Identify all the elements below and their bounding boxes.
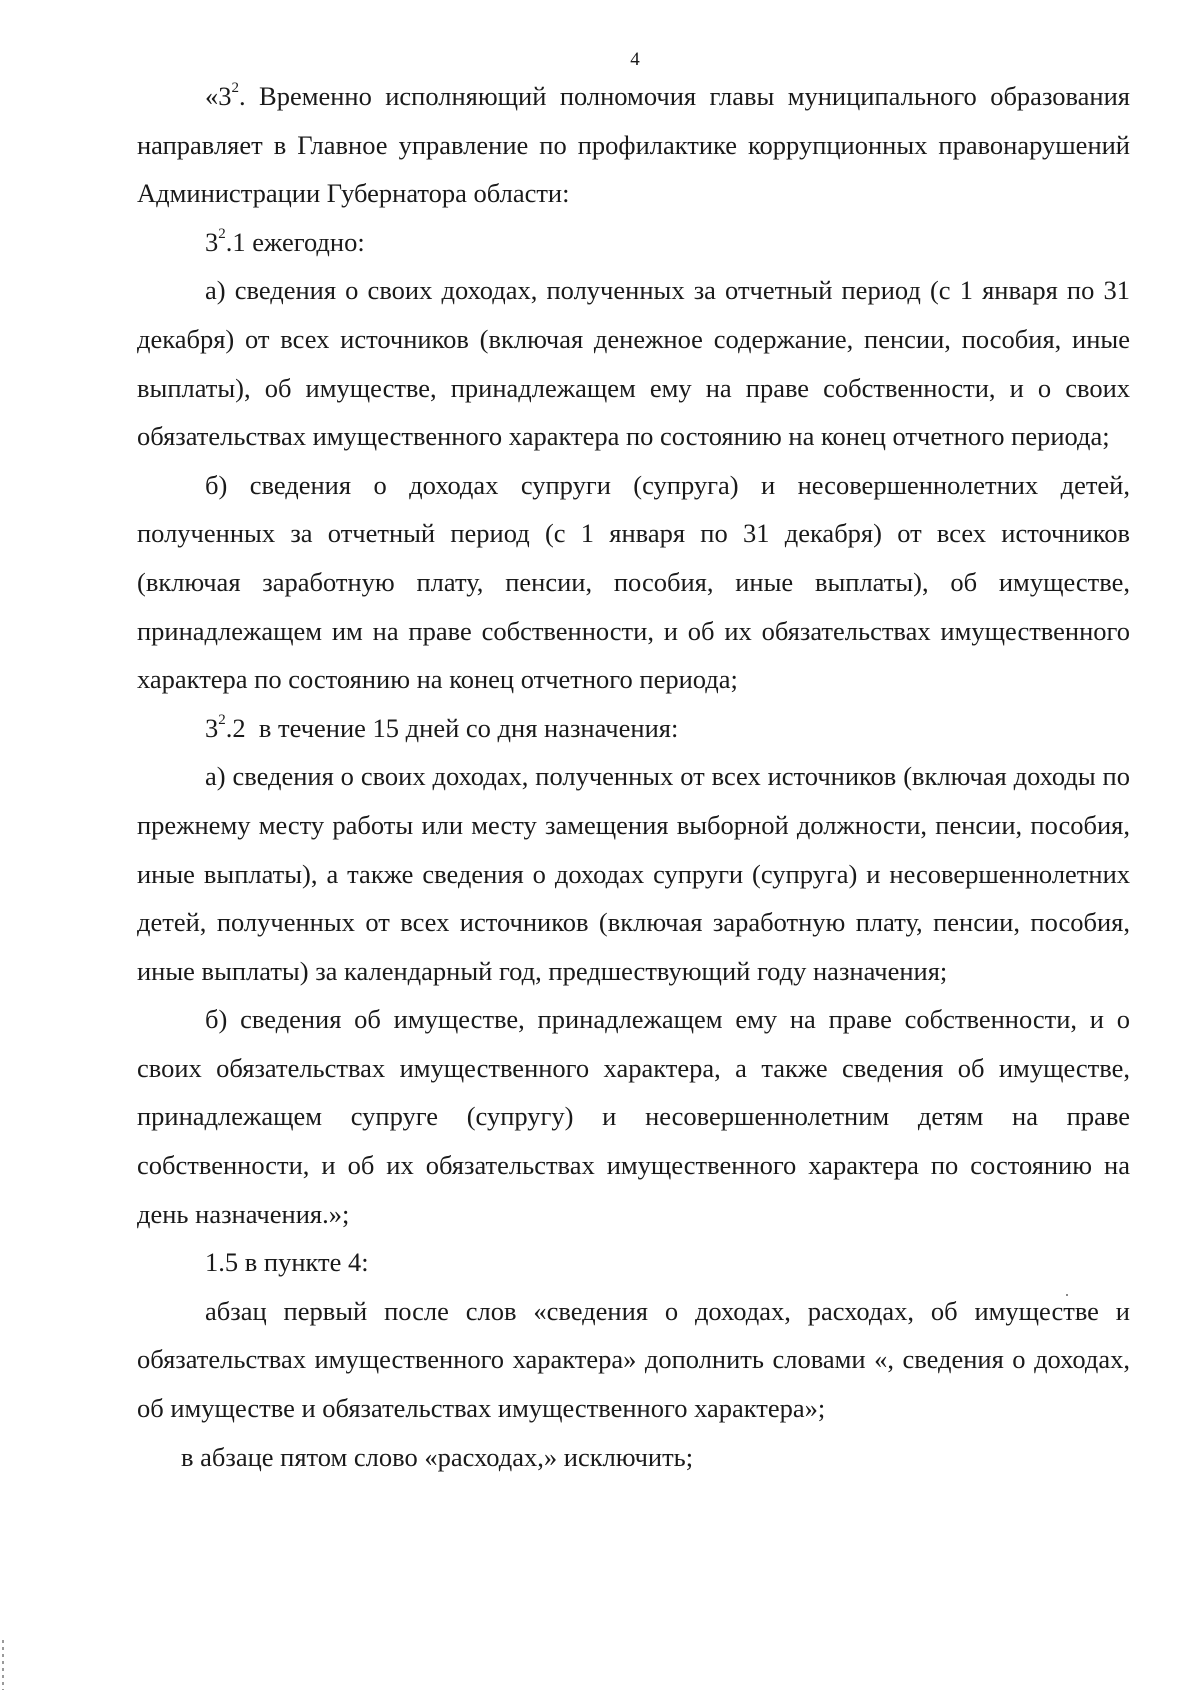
clause-number: 3 — [205, 226, 219, 257]
paragraph-3-2-1-heading — [137, 218, 1130, 267]
paragraph-3-2-intro — [137, 72, 1130, 218]
paragraph-a-annual: а) сведения о своих доходах, полученных за отчетный период (с 1 января по 31 декабря) от всех источников (включая денежное содержание, пенсии, пособия, иные выплаты), об имуществе, принадлежащем ему на праве собственности, и о своих обязательствах имущественного характера по состоянию на конец отчетного периода; — [137, 275, 1130, 452]
paragraph-fifth-abzac: в абзаце пятом слово «расходах,» исключить; — [181, 1441, 694, 1472]
paragraph-b-annual: б) сведения о доходах супруги (супруга) и несовершеннолетних детей, полученных за отчетный период (с 1 января по 31 декабря) от всех источников (включая заработную плату, пенсии, пособия, иные выплаты), об имуществе, принадлежащем им на праве собственности, и об их обязательствах имущественного характера по состоянию на конец отчетного периода; — [137, 469, 1130, 695]
paragraph-1-5: 1.5 в пункте 4: — [205, 1247, 369, 1278]
paragraph-text: .2 в течение 15 дней со дня назначения: — [225, 712, 679, 743]
scan-dust-mark — [1066, 1294, 1068, 1296]
paragraph-a-appointment: а) сведения о своих доходах, полученных от всех источников (включая доходы по прежнему месту работы или месту замещения выборной должности, пенсии, пособия, иные выплаты), а также сведения о доходах супруги (супруга) и несовершеннолетних детей, полученных от всех источников (включая заработную плату, пенсии, пособия, иные выплаты) за календарный год, предшествующий году назначения; — [137, 761, 1130, 986]
superscript: 2 — [218, 225, 226, 242]
superscript: 2 — [231, 80, 239, 97]
paragraph-b-appointment: б) сведения об имуществе, принадлежащем ему на праве собственности, и о своих обязательствах имущественного характера, а также сведения об имуществе, принадлежащем супруге (супругу) и несовершеннолетним детям на праве собственности, и об их обязательствах имущественного характера по состоянию на день назначения.»; — [137, 1004, 1130, 1229]
scan-edge-mark — [2, 1640, 4, 1690]
clause-number: 3 — [205, 712, 219, 743]
page-number: 4 — [630, 49, 640, 70]
paragraph-text: . Временно исполняющий полномочия главы муниципального образования направляет в Главное управление по профилактике коррупционных правонарушений Администрации Губернатора области: — [137, 81, 1130, 209]
paragraph-3-2-2-heading — [137, 704, 1130, 753]
paragraph-text: .1 ежегодно: — [225, 226, 365, 257]
document-body — [137, 72, 1130, 1481]
superscript: 2 — [218, 711, 226, 728]
paragraph-first-abzac: абзац первый после слов «сведения о доходах, расходах, об имуществе и обязательствах имущественного характера» дополнить словами «, сведения о доходах, об имуществе и обязательствах имущественного характера»; — [137, 1295, 1130, 1424]
quote-marker: «3 — [205, 81, 232, 111]
